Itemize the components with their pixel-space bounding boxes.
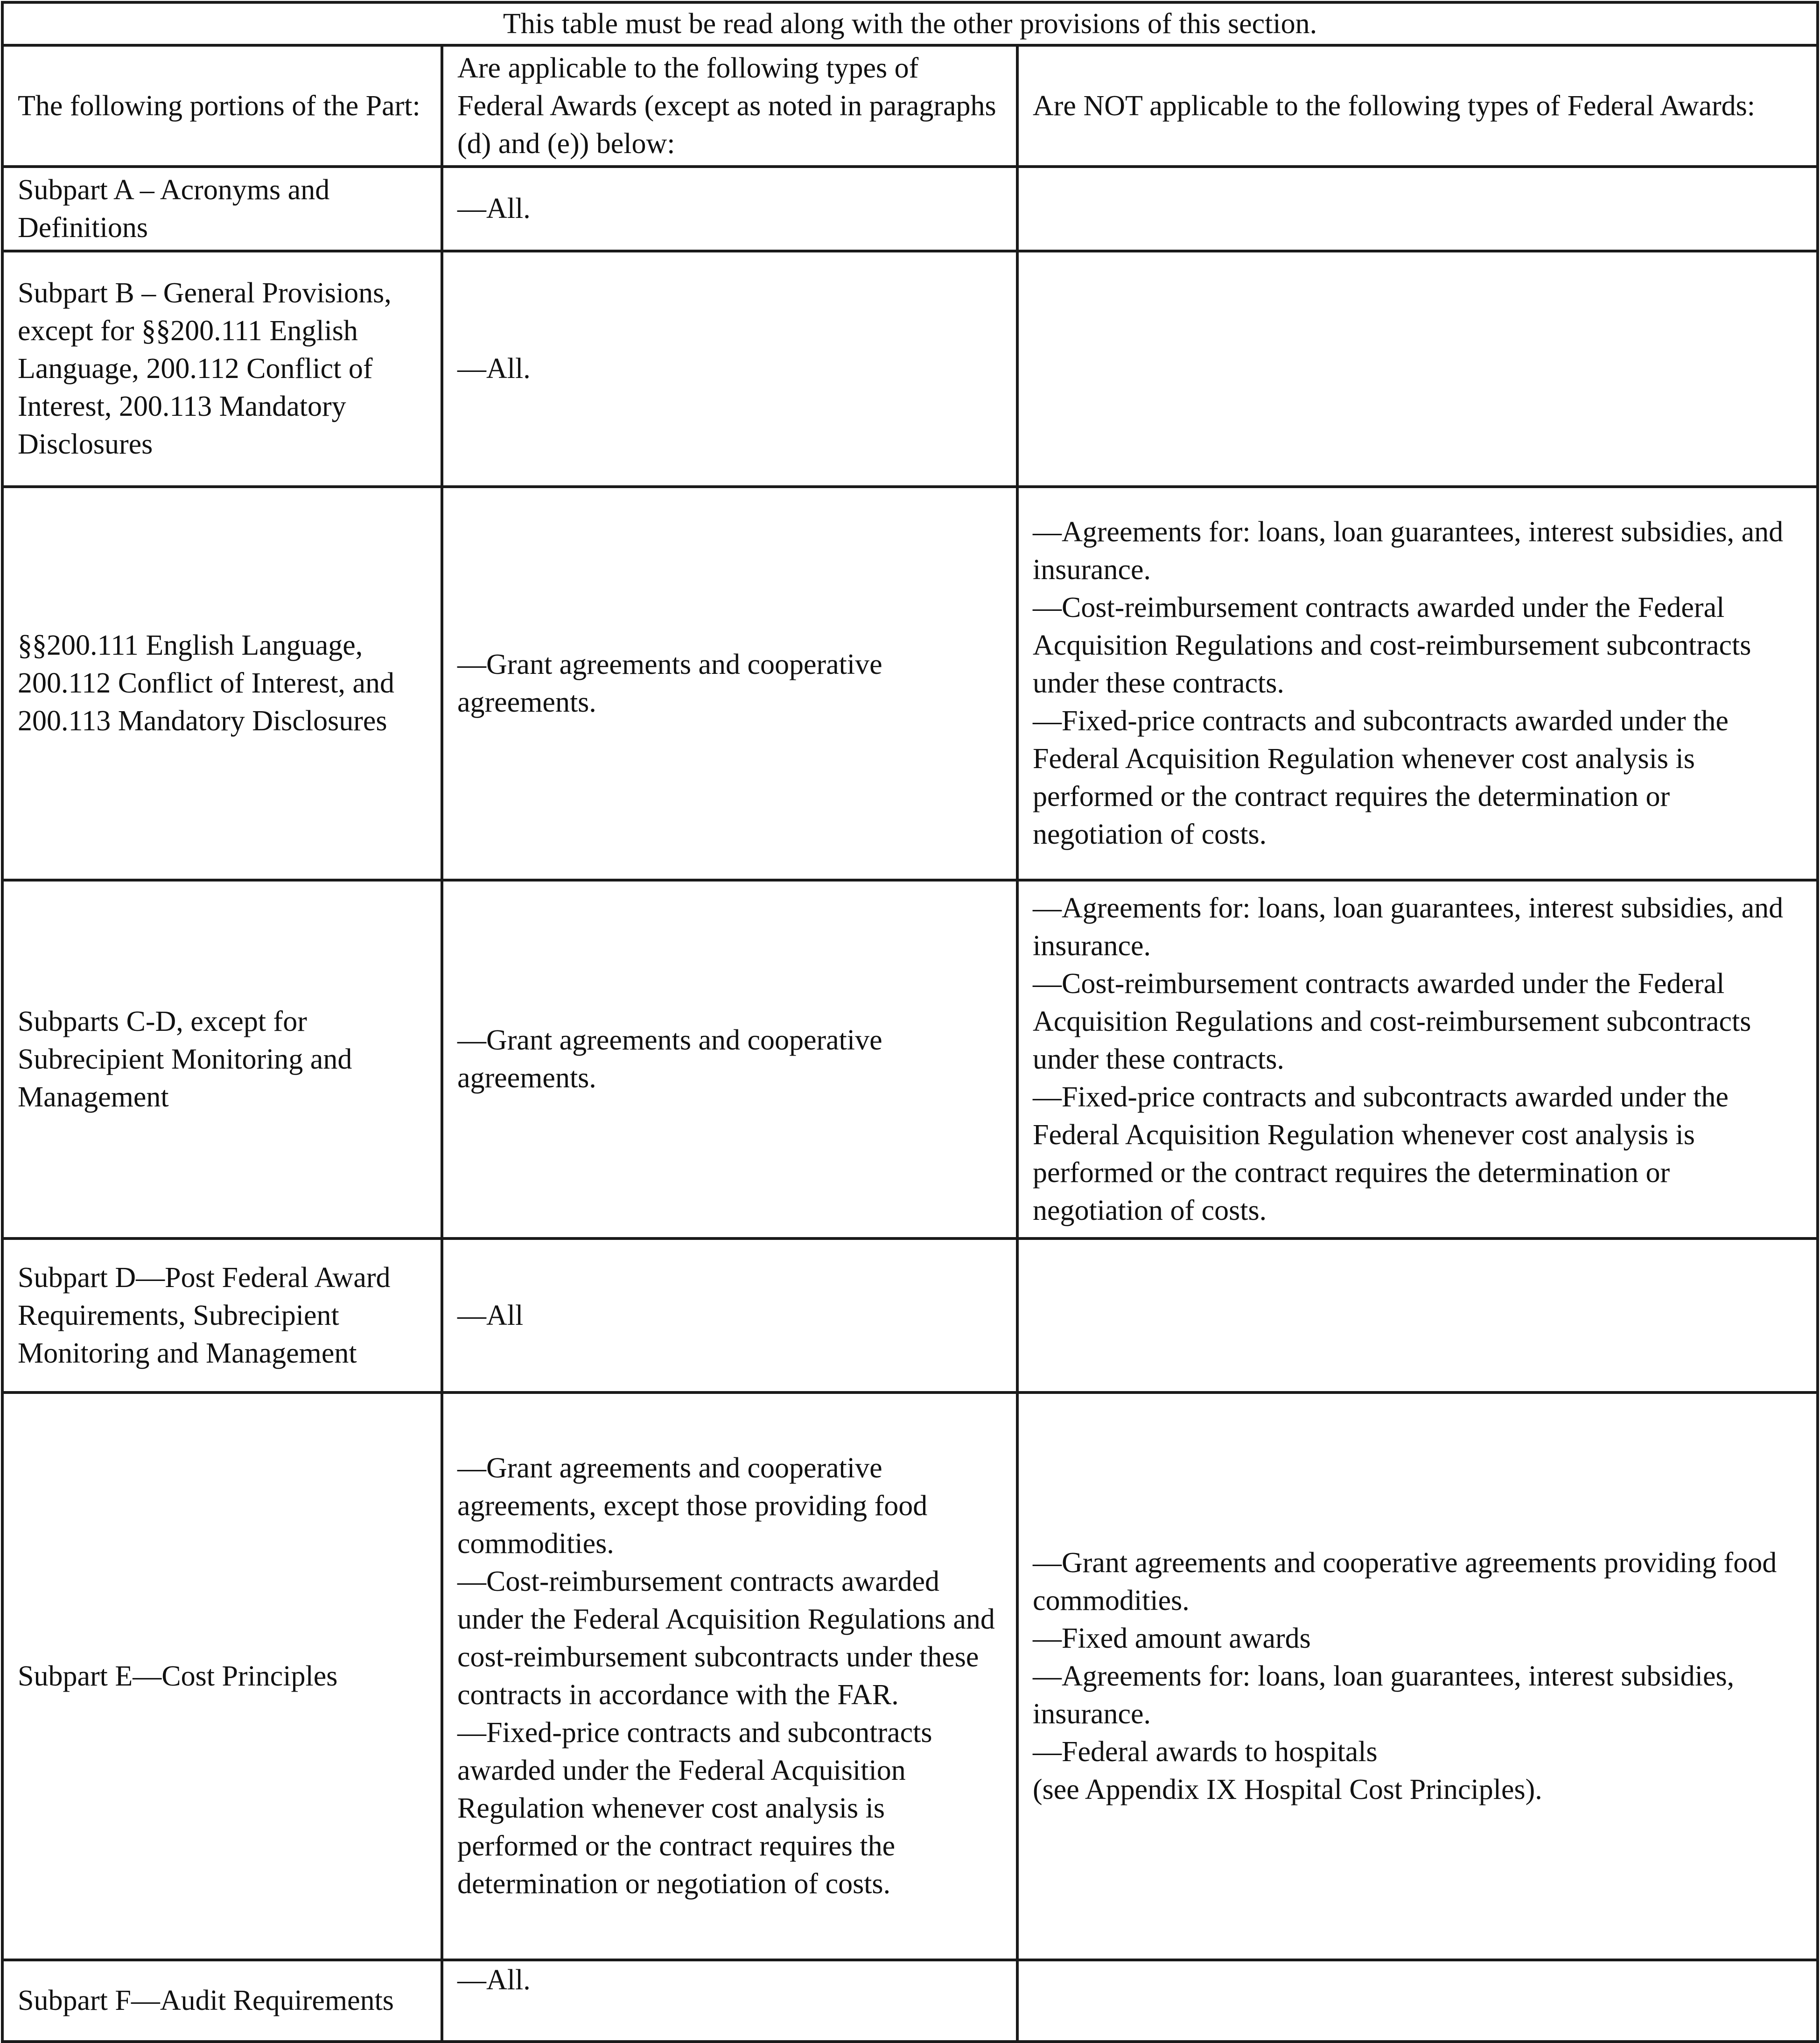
row-applicable	[442, 880, 1017, 1238]
row-portion: Subpart B – General Provisions, except for §§200.111 English Language, 200.112 Conflict of Interest, 200.113 Mandatory Disclosures	[2, 251, 442, 487]
not-applicable-item: —Fixed-price contracts and subcontracts awarded under the Federal Acquisition Regulation whenever cost analysis is performed or the contract requires the determination or negotiation of costs.	[1033, 1081, 1729, 1226]
applicable-item: —Grant agreements and cooperative agreements.	[457, 648, 882, 718]
row-not-applicable	[1017, 1960, 1818, 2042]
row-not-applicable	[1017, 251, 1818, 487]
row-portion: Subpart D—Post Federal Award Requirements, Subrecipient Monitoring and Management	[2, 1238, 442, 1392]
table-row	[2, 251, 1818, 487]
applicable-item: —Fixed-price contracts and subcontracts awarded under the Federal Acquisition Regulation whenever cost analysis is performed or the contract requires the determination or negotiation of costs.	[457, 1717, 932, 1900]
not-applicable-item: —Fixed amount awards	[1033, 1622, 1311, 1654]
row-applicable	[442, 251, 1017, 487]
notice-row	[2, 2, 1818, 45]
not-applicable-item: —Fixed-price contracts and subcontracts awarded under the Federal Acquisition Regulation whenever cost analysis is performed or the contract requires the determination or negotiation of costs.	[1033, 705, 1729, 850]
row-not-applicable	[1017, 1392, 1818, 1960]
table-row	[2, 167, 1818, 251]
row-portion: Subpart F—Audit Requirements	[2, 1960, 442, 2042]
header-row	[2, 45, 1818, 167]
applicable-item: —Cost-reimbursement contracts awarded under the Federal Acquisition Regulations and cost-reimbursement subcontracts under these contracts in accordance with the FAR.	[457, 1566, 995, 1711]
not-applicable-item: —Agreements for: loans, loan guarantees, interest subsidies, and insurance.	[1033, 516, 1784, 586]
row-applicable	[442, 167, 1017, 251]
row-applicable	[442, 487, 1017, 880]
applicable-item: —All.	[457, 353, 531, 385]
not-applicable-item: (see Appendix IX Hospital Cost Principles).	[1033, 1773, 1542, 1805]
table-row	[2, 487, 1818, 880]
applicability-table	[1, 1, 1819, 2043]
applicable-item: —All	[457, 1299, 524, 1331]
applicable-item: —All.	[457, 193, 531, 224]
not-applicable-item: —Agreements for: loans, loan guarantees, interest subsidies, insurance.	[1033, 1660, 1735, 1730]
row-portion: Subpart E—Cost Principles	[2, 1392, 442, 1960]
row-not-applicable	[1017, 487, 1818, 880]
header-applicable: Are applicable to the following types of Federal Awards (except as noted in paragraphs (d) and (e)) below:	[442, 45, 1017, 167]
header-portions: The following portions of the Part:	[2, 45, 442, 167]
not-applicable-item: —Federal awards to hospitals	[1033, 1735, 1378, 1768]
applicable-item: —All.	[457, 1964, 531, 1996]
row-portion: Subparts C-D, except for Subrecipient Monitoring and Management	[2, 880, 442, 1238]
row-applicable	[442, 1238, 1017, 1392]
header-not-applicable: Are NOT applicable to the following types of Federal Awards:	[1017, 45, 1818, 167]
table-row	[2, 1960, 1818, 2042]
row-not-applicable	[1017, 167, 1818, 251]
not-applicable-item: —Grant agreements and cooperative agreements providing food commodities.	[1033, 1546, 1777, 1616]
row-applicable	[442, 1960, 1017, 2042]
not-applicable-item: —Agreements for: loans, loan guarantees, interest subsidies, and insurance.	[1033, 892, 1784, 962]
row-portion: §§200.111 English Language, 200.112 Conflict of Interest, and 200.113 Mandatory Disclosures	[2, 487, 442, 880]
applicable-item: —Grant agreements and cooperative agreements.	[457, 1024, 882, 1094]
not-applicable-item: —Cost-reimbursement contracts awarded under the Federal Acquisition Regulations and cost-reimbursement subcontracts under these contracts.	[1033, 592, 1751, 699]
applicable-item: —Grant agreements and cooperative agreements, except those providing food commodities.	[457, 1452, 928, 1560]
not-applicable-item: —Cost-reimbursement contracts awarded under the Federal Acquisition Regulations and cost-reimbursement subcontracts under these contracts.	[1033, 967, 1751, 1075]
table-notice: This table must be read along with the other provisions of this section.	[2, 2, 1818, 45]
table-row	[2, 880, 1818, 1238]
row-portion: Subpart A – Acronyms and Definitions	[2, 167, 442, 251]
table-row	[2, 1238, 1818, 1392]
row-not-applicable	[1017, 1238, 1818, 1392]
table-row	[2, 1392, 1818, 1960]
row-applicable	[442, 1392, 1017, 1960]
row-not-applicable	[1017, 880, 1818, 1238]
